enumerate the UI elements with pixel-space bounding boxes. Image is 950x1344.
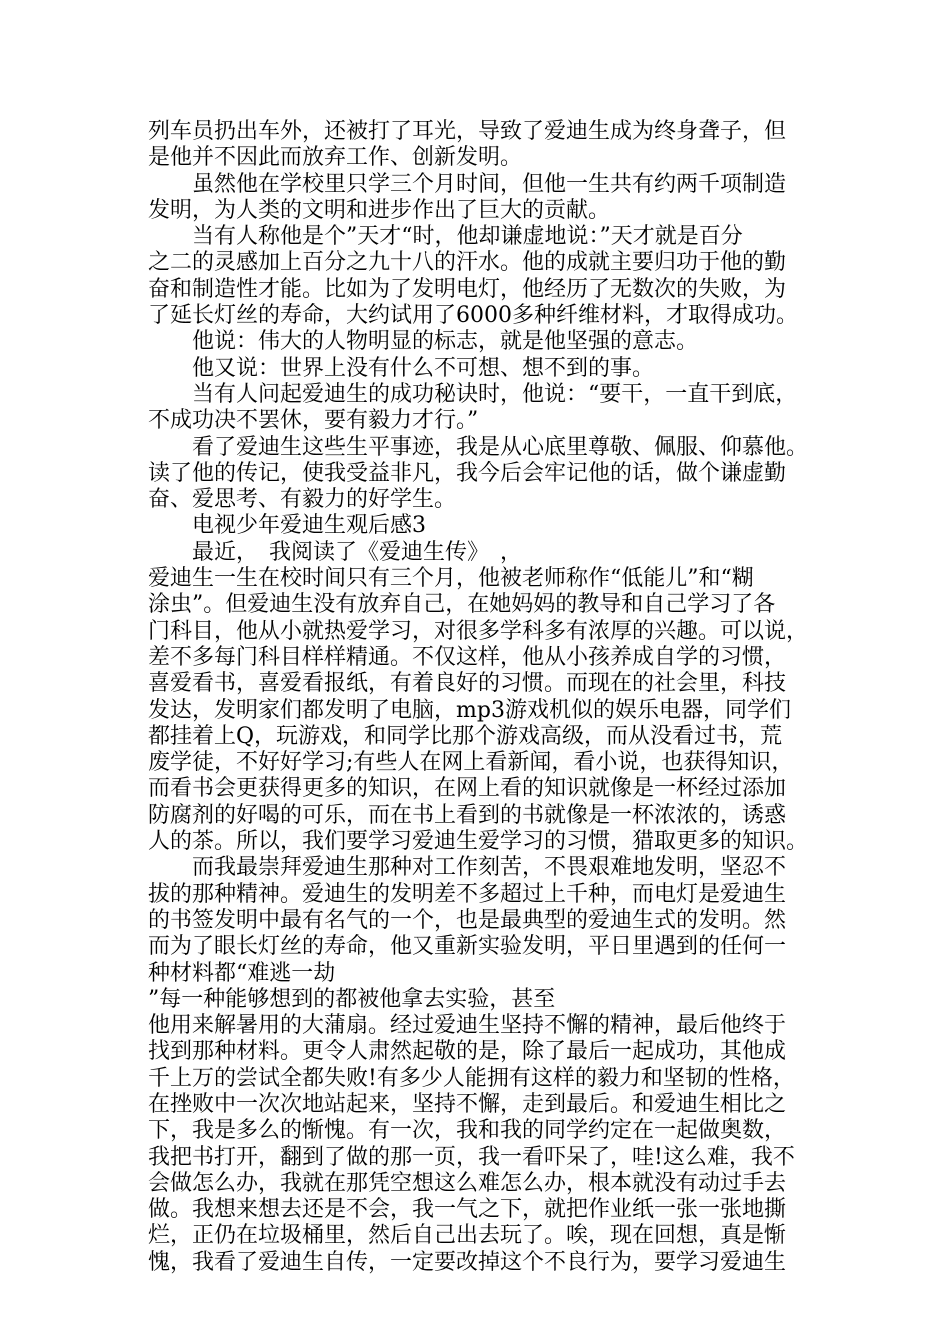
text-line: 找到那种材料。更令人肃然起敬的是，除了最后一起成功，其他成 [148,1039,787,1065]
text-line: 他又说：世界上没有什么不可想、想不到的事。 [148,355,655,381]
text-line: 虽然他在学校里只学三个月时间，但他一生共有约两千项制造 [148,171,787,197]
text-line: 奋、爱思考、有毅力的好学生。 [148,487,457,513]
text-line: 我把书打开，翻到了做的那一页，我一看吓呆了，哇!这么难，我不 [148,1144,795,1170]
text-line: 而看书会更获得更多的知识，在网上看的知识就像是一杯经过添加 [148,776,787,802]
text-line: 做。我想来想去还是不会，我一气之下，就把作业纸一张一张地撕 [148,1197,787,1223]
text-line: 看了爱迪生这些生平事迹，我是从心底里尊敬、佩服、仰慕他。 [148,434,809,460]
text-line: ”每一种能够想到的都被他拿去实验，甚至 [148,986,556,1012]
text-line: 他用来解暑用的大蒲扇。经过爱迪生坚持不懈的精神，最后他终于 [148,1013,787,1039]
text-line: 不成功决不罢休，要有毅力才行。” [148,408,479,434]
text-line: 他说：伟大的人物明显的标志，就是他坚强的意志。 [148,329,699,355]
text-line: 千上万的尝试全都失败!有多少人能拥有这样的毅力和坚韧的性格， [148,1065,795,1091]
text-line: 而我最崇拜爱迪生那种对工作刻苦，不畏艰难地发明，坚忍不 [148,855,787,881]
text-line: 电视少年爱迪生观后感3 [148,513,426,539]
text-line: 爱迪生一生在校时间只有三个月，他被老师称作“低能儿”和“糊 [148,566,754,592]
text-line: 会做怎么办，我就在那凭空想这么难怎么办，根本就没有动过手去 [148,1170,787,1196]
text-line: 防腐剂的好喝的可乐，而在书上看到的书就像是一杯浓浓的，诱惑 [148,802,787,828]
text-line: 发达，发明家们都发明了电脑，mp3游戏机似的娱乐电器，同学们 [148,697,791,723]
text-line: 当有人称他是个”天才“时，他却谦虚地说：”天才就是百分 [148,224,743,250]
text-line: 拔的那种精神。爱迪生的发明差不多超过上千种，而电灯是爱迪生 [148,881,787,907]
text-line: 下，我是多么的惭愧。有一次，我和我的同学约定在一起做奥数， [148,1118,787,1144]
text-line: 最近， 我阅读了《爱迪生传》 ， [148,539,523,565]
text-line: 在挫败中一次次地站起来，坚持不懈，走到最后。和爱迪生相比之 [148,1091,787,1117]
text-line: 发明，为人类的文明和进步作出了巨大的贡献。 [148,197,611,223]
text-line: 烂，正仍在垃圾桶里，然后自己出去玩了。唉，现在回想，真是惭 [148,1223,787,1249]
text-line: 当有人问起爱迪生的成功秘诀时，他说：“要干，一直干到底， [148,381,798,407]
text-line: 门科目，他从小就热爱学习，对很多学科多有浓厚的兴趣。可以说， [148,618,809,644]
text-line: 读了他的传记，使我受益非凡，我今后会牢记他的话，做个谦虚勤 [148,460,787,486]
text-line: 喜爱看书，喜爱看报纸，有着良好的习惯。而现在的社会里，科技 [148,671,787,697]
text-line: 都挂着上Q，玩游戏，和同学比那个游戏高级，而从没看过书，荒 [148,723,783,749]
text-line: 涂虫”。但爱迪生没有放弃自己，在她妈妈的教导和自己学习了各 [148,592,776,618]
text-line: 奋和制造性才能。比如为了发明电灯，他经历了无数次的失败，为 [148,276,787,302]
text-line: 列车员扔出车外，还被打了耳光，导致了爱迪生成为终身聋子，但 [148,119,787,144]
text-line: 人的茶。所以，我们要学习爱迪生爱学习的习惯，猎取更多的知识。 [148,829,809,855]
text-line: 种材料都“难逃一劫 [148,960,336,986]
text-line: 之二的灵感加上百分之九十八的汗水。他的成就主要归功于他的勤 [148,250,787,276]
text-line: 的书签发明中最有名气的一个，也是最典型的爱迪生式的发明。然 [148,907,787,933]
text-line: 而为了眼长灯丝的寿命，他又重新实验发明，平日里遇到的任何一 [148,934,787,960]
text-line: 了延长灯丝的寿命，大约试用了6000多种纤维材料，才取得成功。 [148,303,798,329]
text-line: 差不多每门科目样样精通。不仅这样，他从小孩养成自学的习惯， [148,644,787,670]
text-line: 愧，我看了爱迪生自传，一定要改掉这个不良行为，要学习爱迪生 [148,1249,787,1275]
text-line: 是他并不因此而放弃工作、创新发明。 [148,145,523,171]
document-body [148,119,808,1276]
text-line: 废学徒，不好好学习;有些人在网上看新闻，看小说，也获得知识， [148,750,794,776]
